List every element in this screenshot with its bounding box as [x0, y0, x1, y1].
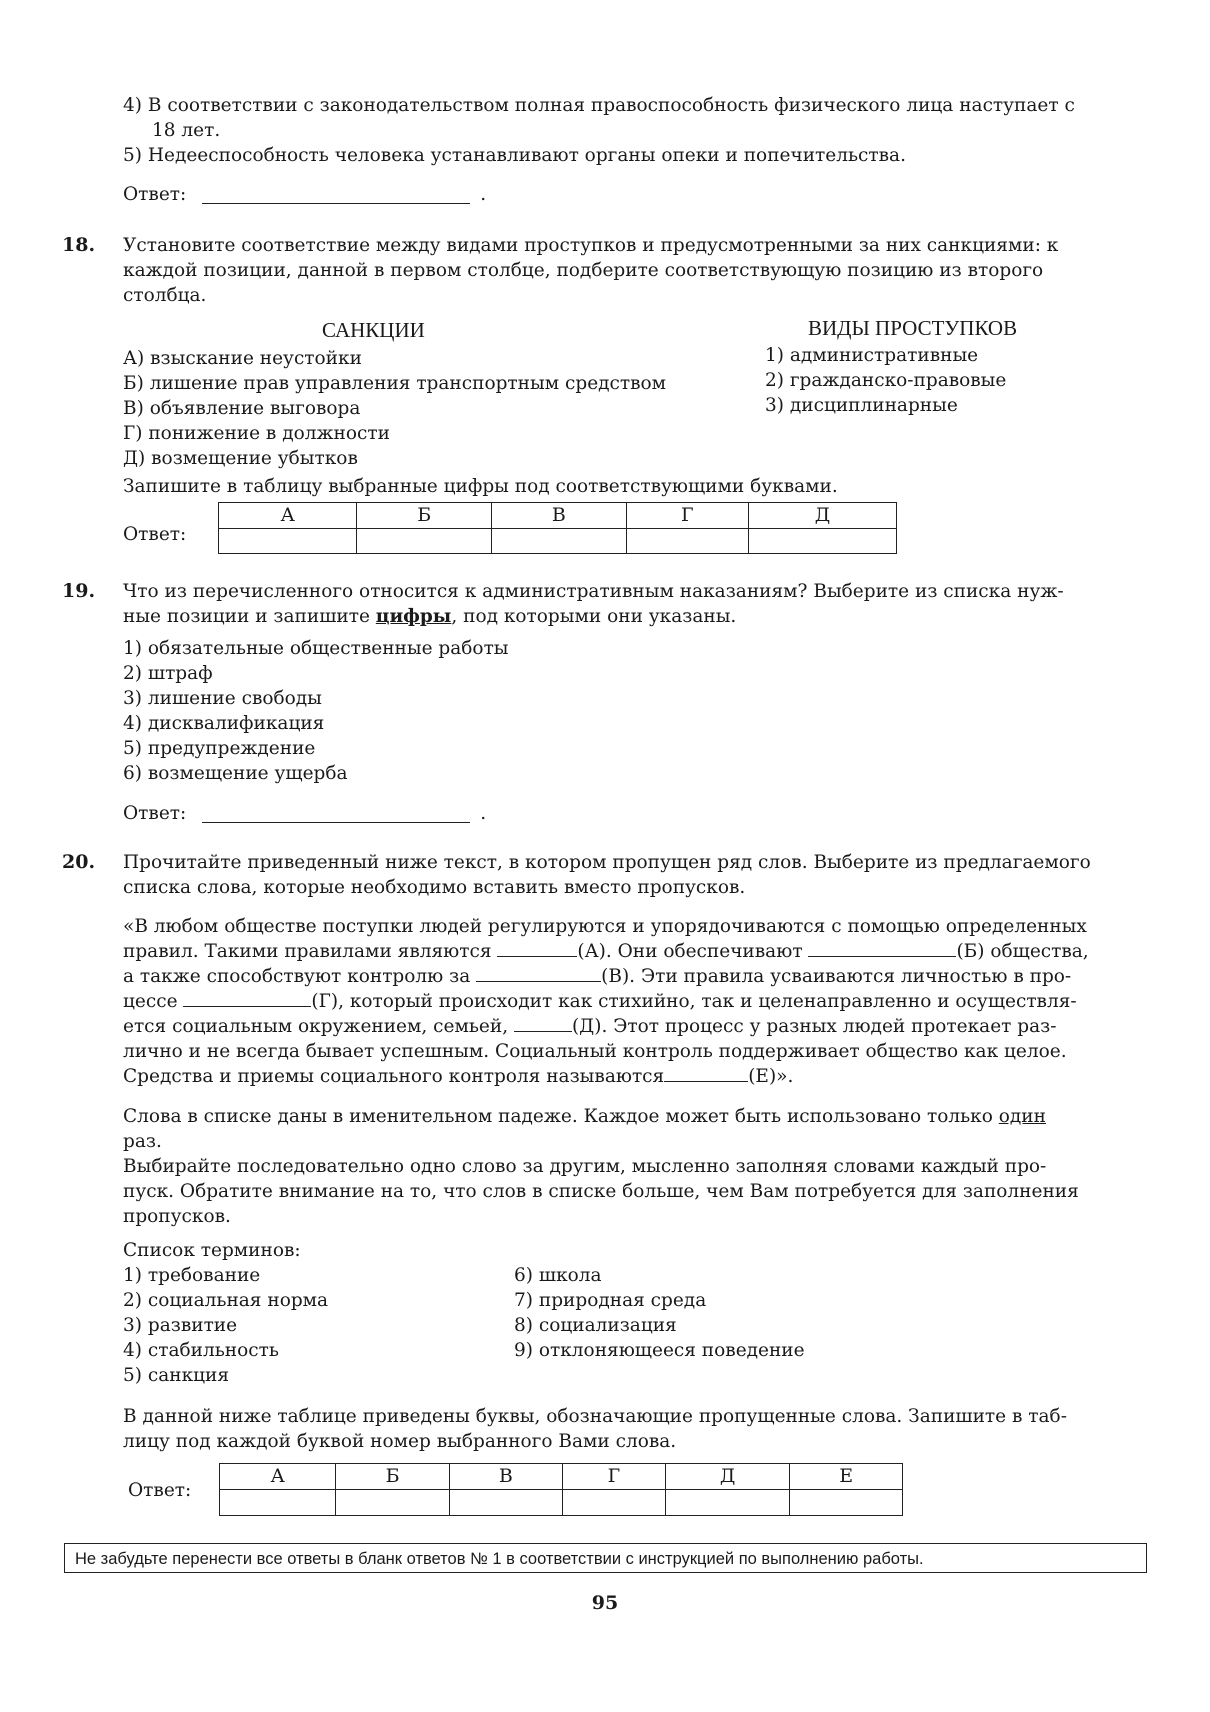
answer-blank[interactable]: [202, 185, 470, 204]
offenses-list: [765, 343, 1006, 418]
list-item: 3) лишение свободы: [123, 688, 322, 709]
q17-item-5: 5) Недееспособность человека устанавливают органы опеки и попечительства.: [123, 145, 906, 166]
sanctions-list: [123, 346, 666, 471]
q19-answer: Ответ: .: [123, 803, 487, 824]
list-item: 7) природная среда: [514, 1290, 707, 1311]
q20-answer-label: Ответ:: [128, 1480, 192, 1501]
list-item: 4) стабильность: [123, 1340, 279, 1361]
list-item: 3) дисциплинарные: [765, 395, 958, 416]
q20-number: 20.: [62, 851, 96, 873]
q18-number: 18.: [62, 234, 96, 256]
q20-table-instruction: В данной ниже таблице приведены буквы, обозначающие пропущенные слова. Запишите в таб- лицу под каждой буквой номер выбранного Вами слова.: [123, 1406, 1067, 1452]
list-item: Д) возмещение убытков: [123, 448, 358, 469]
list-item: 2) штраф: [123, 663, 213, 684]
list-item: 6) школа: [514, 1265, 602, 1286]
q18-prompt: Установите соответствие между видами проступков и предусмотренными за них санкциями: к каждой позиции, данной в первом столбце, подберите соответствующую позицию из второго столбца.: [123, 235, 1059, 306]
list-item: 5) санкция: [123, 1365, 230, 1386]
blank-d: [183, 990, 311, 1007]
answer-cell[interactable]: [219, 529, 357, 554]
q19-number: 19.: [62, 580, 96, 602]
footer-note: Не забудьте перенести все ответы в бланк ответов № 1 в соответствии с инструкцией по выполнению работы.: [64, 1543, 1147, 1573]
answer-cell[interactable]: [449, 1490, 562, 1516]
q17-item-4: 4) В соответствии с законодательством полная правоспособность физического лица наступает с: [123, 95, 1075, 116]
answer-cell[interactable]: [626, 529, 748, 554]
column-header: В: [492, 503, 627, 529]
q17-item-4-cont: 18 лет.: [152, 120, 221, 141]
column-header: Г: [563, 1464, 666, 1490]
answer-label: Ответ:: [123, 184, 187, 205]
q18-table-instruction: Запишите в таблицу выбранные цифры под соответствующими буквами.: [123, 476, 838, 497]
column-header: В: [449, 1464, 562, 1490]
list-item: 3) развитие: [123, 1315, 238, 1336]
list-item: 1) административные: [765, 345, 979, 366]
column-header: Е: [790, 1464, 903, 1490]
column-header: Г: [626, 503, 748, 529]
terms-list-left: [123, 1263, 328, 1388]
column-header: Д: [665, 1464, 790, 1490]
answer-cell[interactable]: [492, 529, 627, 554]
list-item: В) объявление выговора: [123, 398, 361, 419]
list-item: 2) социальная норма: [123, 1290, 329, 1311]
blank-e: [514, 1015, 572, 1032]
blank-c: [476, 965, 601, 982]
blank-b: [808, 940, 956, 957]
q20-rules: Слова в списке даны в именительном падеже. Каждое может быть использовано только один раз. Выбирайте последовательно одно слово за другим, мысленно заполняя словами каждый про- пуск. Обратите внимание на то, что слов в списке больше, чем Вам потребуется для заполнения пропусков.: [123, 1106, 1079, 1227]
answer-cell[interactable]: [336, 1490, 449, 1516]
terms-list-right: [514, 1263, 805, 1363]
list-item: 8) социализация: [514, 1315, 677, 1336]
q19-prompt: Что из перечисленного относится к административным наказаниям? Выберите из списка нуж- ные позиции и запишите цифры, под которыми они указаны.: [123, 581, 1064, 627]
list-item: 1) требование: [123, 1265, 261, 1286]
list-item: А) взыскание неустойки: [123, 348, 362, 369]
q20-answer-table: [219, 1463, 903, 1516]
q18-answer-label: Ответ:: [123, 524, 187, 545]
answer-label: Ответ:: [123, 803, 187, 824]
column-header: Д: [748, 503, 896, 529]
blank-a: [497, 940, 577, 957]
list-item: Б) лишение прав управления транспортным средством: [123, 373, 667, 394]
list-item: Г) понижение в должности: [123, 423, 390, 444]
q20-prompt: Прочитайте приведенный ниже текст, в котором пропущен ряд слов. Выберите из предлагаемого списка слова, которые необходимо вставить вместо пропусков.: [123, 852, 1091, 898]
answer-cell[interactable]: [563, 1490, 666, 1516]
q19-options: [123, 636, 1149, 786]
list-item: 6) возмещение ущерба: [123, 763, 348, 784]
column-header: Б: [336, 1464, 449, 1490]
answer-cell[interactable]: [357, 529, 492, 554]
list-item: 9) отклоняющееся поведение: [514, 1340, 805, 1361]
column-header: А: [220, 1464, 336, 1490]
answer-cell[interactable]: [220, 1490, 336, 1516]
page-number: 95: [591, 1592, 619, 1614]
q18-answer-table: [218, 502, 897, 554]
column-header: Б: [357, 503, 492, 529]
list-item: 1) обязательные общественные работы: [123, 638, 509, 659]
column-header: А: [219, 503, 357, 529]
q17-items: [123, 93, 1149, 207]
list-item: 2) гражданско-правовые: [765, 370, 1007, 391]
answer-cell[interactable]: [748, 529, 896, 554]
answer-cell[interactable]: [790, 1490, 903, 1516]
answer-cell[interactable]: [665, 1490, 790, 1516]
list-item: 4) дисквалификация: [123, 713, 325, 734]
answer-blank[interactable]: [202, 804, 470, 823]
list-item: 5) предупреждение: [123, 738, 316, 759]
terms-header: Список терминов:: [123, 1240, 301, 1261]
q20-text: «В любом обществе поступки людей регулируются и упорядочиваются с помощью определенных правил. Такими правилами являются (А). Они обеспечивают (Б) общества, а также способствуют контролю за (В). Эти правила усваиваются личностью в про- цессе (Г), который происходит как стихийно, так и целенаправленно и осуществля- ется социальным окружением, семьей, (Д). Этот процесс у разных людей протекает раз- лично и не всегда бывает успешным. Социальный контроль поддерживает общество как целое. Средства и приемы социального контроля называются (Е)».: [123, 916, 1089, 1087]
q17-answer: Ответ: .: [123, 184, 487, 205]
offenses-header: ВИДЫ ПРОСТУПКОВ: [808, 316, 1018, 340]
sanctions-header: САНКЦИИ: [322, 318, 425, 342]
blank-f: [664, 1065, 748, 1082]
